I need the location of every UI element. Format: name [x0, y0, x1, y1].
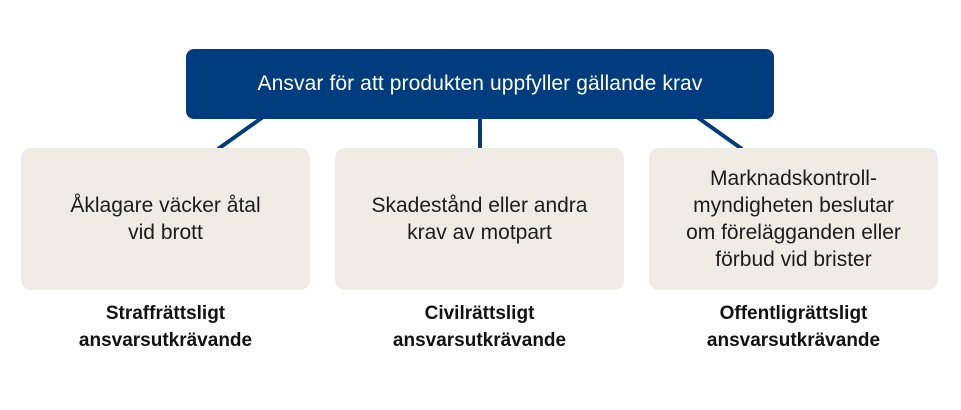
branch-box-public [649, 148, 938, 290]
branch-box-civil [335, 148, 624, 290]
branch-caption-public: Offentligrättsligt ansvarsutkrävande [706, 303, 881, 351]
connector-line-right [697, 117, 742, 149]
top-node-label: Ansvar för att produkten uppfyller gällande krav [257, 72, 703, 95]
branch-caption-civil: Civilrättsligt ansvarsutkrävande [392, 303, 567, 351]
branch-caption-criminal: Straffrättsligt ansvarsutkrävande [78, 303, 253, 351]
branch-box-text: Marknadskontroll- myndigheten beslutar om förelägganden eller förbud vid brister [686, 167, 901, 271]
branch-box-text: Åklagare väcker åtal vid brott [70, 194, 261, 244]
branch-box-text: Skadestånd eller andra krav av motpart [371, 194, 588, 244]
connector-line-left [218, 117, 263, 149]
top-node [186, 49, 774, 119]
branch-box-criminal [21, 148, 310, 290]
